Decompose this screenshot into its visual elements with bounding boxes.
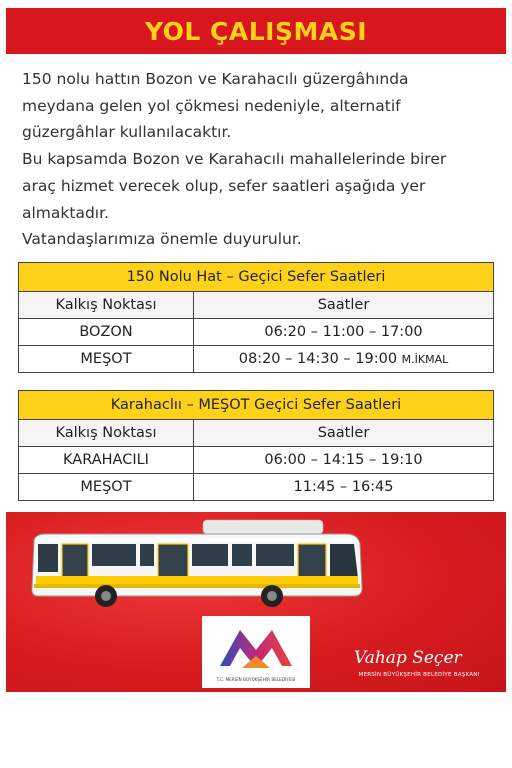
column-header-stop: Kalkış Noktası xyxy=(19,292,194,319)
announcement-line: araç hizmet verecek olup, sefer saatleri aşağıda yer xyxy=(22,176,426,195)
municipality-logo xyxy=(202,616,310,688)
announcement-line: almaktadır. xyxy=(22,203,109,222)
times-cell xyxy=(194,346,494,373)
table-row xyxy=(19,346,494,373)
signature-caption: MERSİN BÜYÜKŞEHİR BELEDİYE BAŞKANI xyxy=(358,672,480,678)
table-caption: Karahaclıı – MEŞOT Geçici Sefer Saatleri xyxy=(19,391,494,420)
signature-text: Vahap Seçer xyxy=(354,648,462,668)
announcement-line: güzergâhlar kullanılacaktır. xyxy=(22,123,232,142)
announcement-text xyxy=(22,66,492,253)
table-row xyxy=(19,319,494,346)
announcement-line: meydana gelen yol çökmesi nedeniyle, alternatif xyxy=(22,96,401,115)
table-header-row xyxy=(19,292,494,319)
stop-cell: BOZON xyxy=(19,319,194,346)
stop-cell: KARAHACILI xyxy=(19,447,194,474)
logo-caption: T.C. MERSİN BÜYÜKŞEHİR BELEDİYESİ xyxy=(216,677,296,682)
footer-panel xyxy=(6,512,506,692)
schedule-table-150 xyxy=(18,262,494,373)
announcement-line: Vatandaşlarımıza önemle duyurulur. xyxy=(22,230,302,249)
times-value: 08:20 – 14:30 – 19:00 xyxy=(238,351,398,367)
times-cell: 11:45 – 16:45 xyxy=(194,474,494,501)
table-row xyxy=(19,474,494,501)
title-banner xyxy=(6,8,506,54)
times-cell: 06:00 – 14:15 – 19:10 xyxy=(194,447,494,474)
stop-cell: MEŞOT xyxy=(19,346,194,373)
column-header-times: Saatler xyxy=(194,420,494,447)
signature-image xyxy=(350,642,480,670)
announcement-line: 150 nolu hattın Bozon ve Karahacılı güzergâhında xyxy=(22,70,409,88)
bus-illustration xyxy=(28,516,368,616)
schedule-table-karahacili xyxy=(18,390,494,501)
table-caption: 150 Nolu Hat – Geçici Sefer Saatleri xyxy=(19,263,494,292)
column-header-stop: Kalkış Noktası xyxy=(19,420,194,447)
page-title: YOL ÇALIŞMASI xyxy=(144,16,368,46)
table-header-row xyxy=(19,420,494,447)
times-note: M.İKMAL xyxy=(401,353,449,366)
column-header-times: Saatler xyxy=(194,292,494,319)
times-cell: 06:20 – 11:00 – 17:00 xyxy=(194,319,494,346)
announcement-line: Bu kapsamda Bozon ve Karahacılı mahallelerinde birer xyxy=(22,150,447,169)
stop-cell: MEŞOT xyxy=(19,474,194,501)
table-row xyxy=(19,447,494,474)
